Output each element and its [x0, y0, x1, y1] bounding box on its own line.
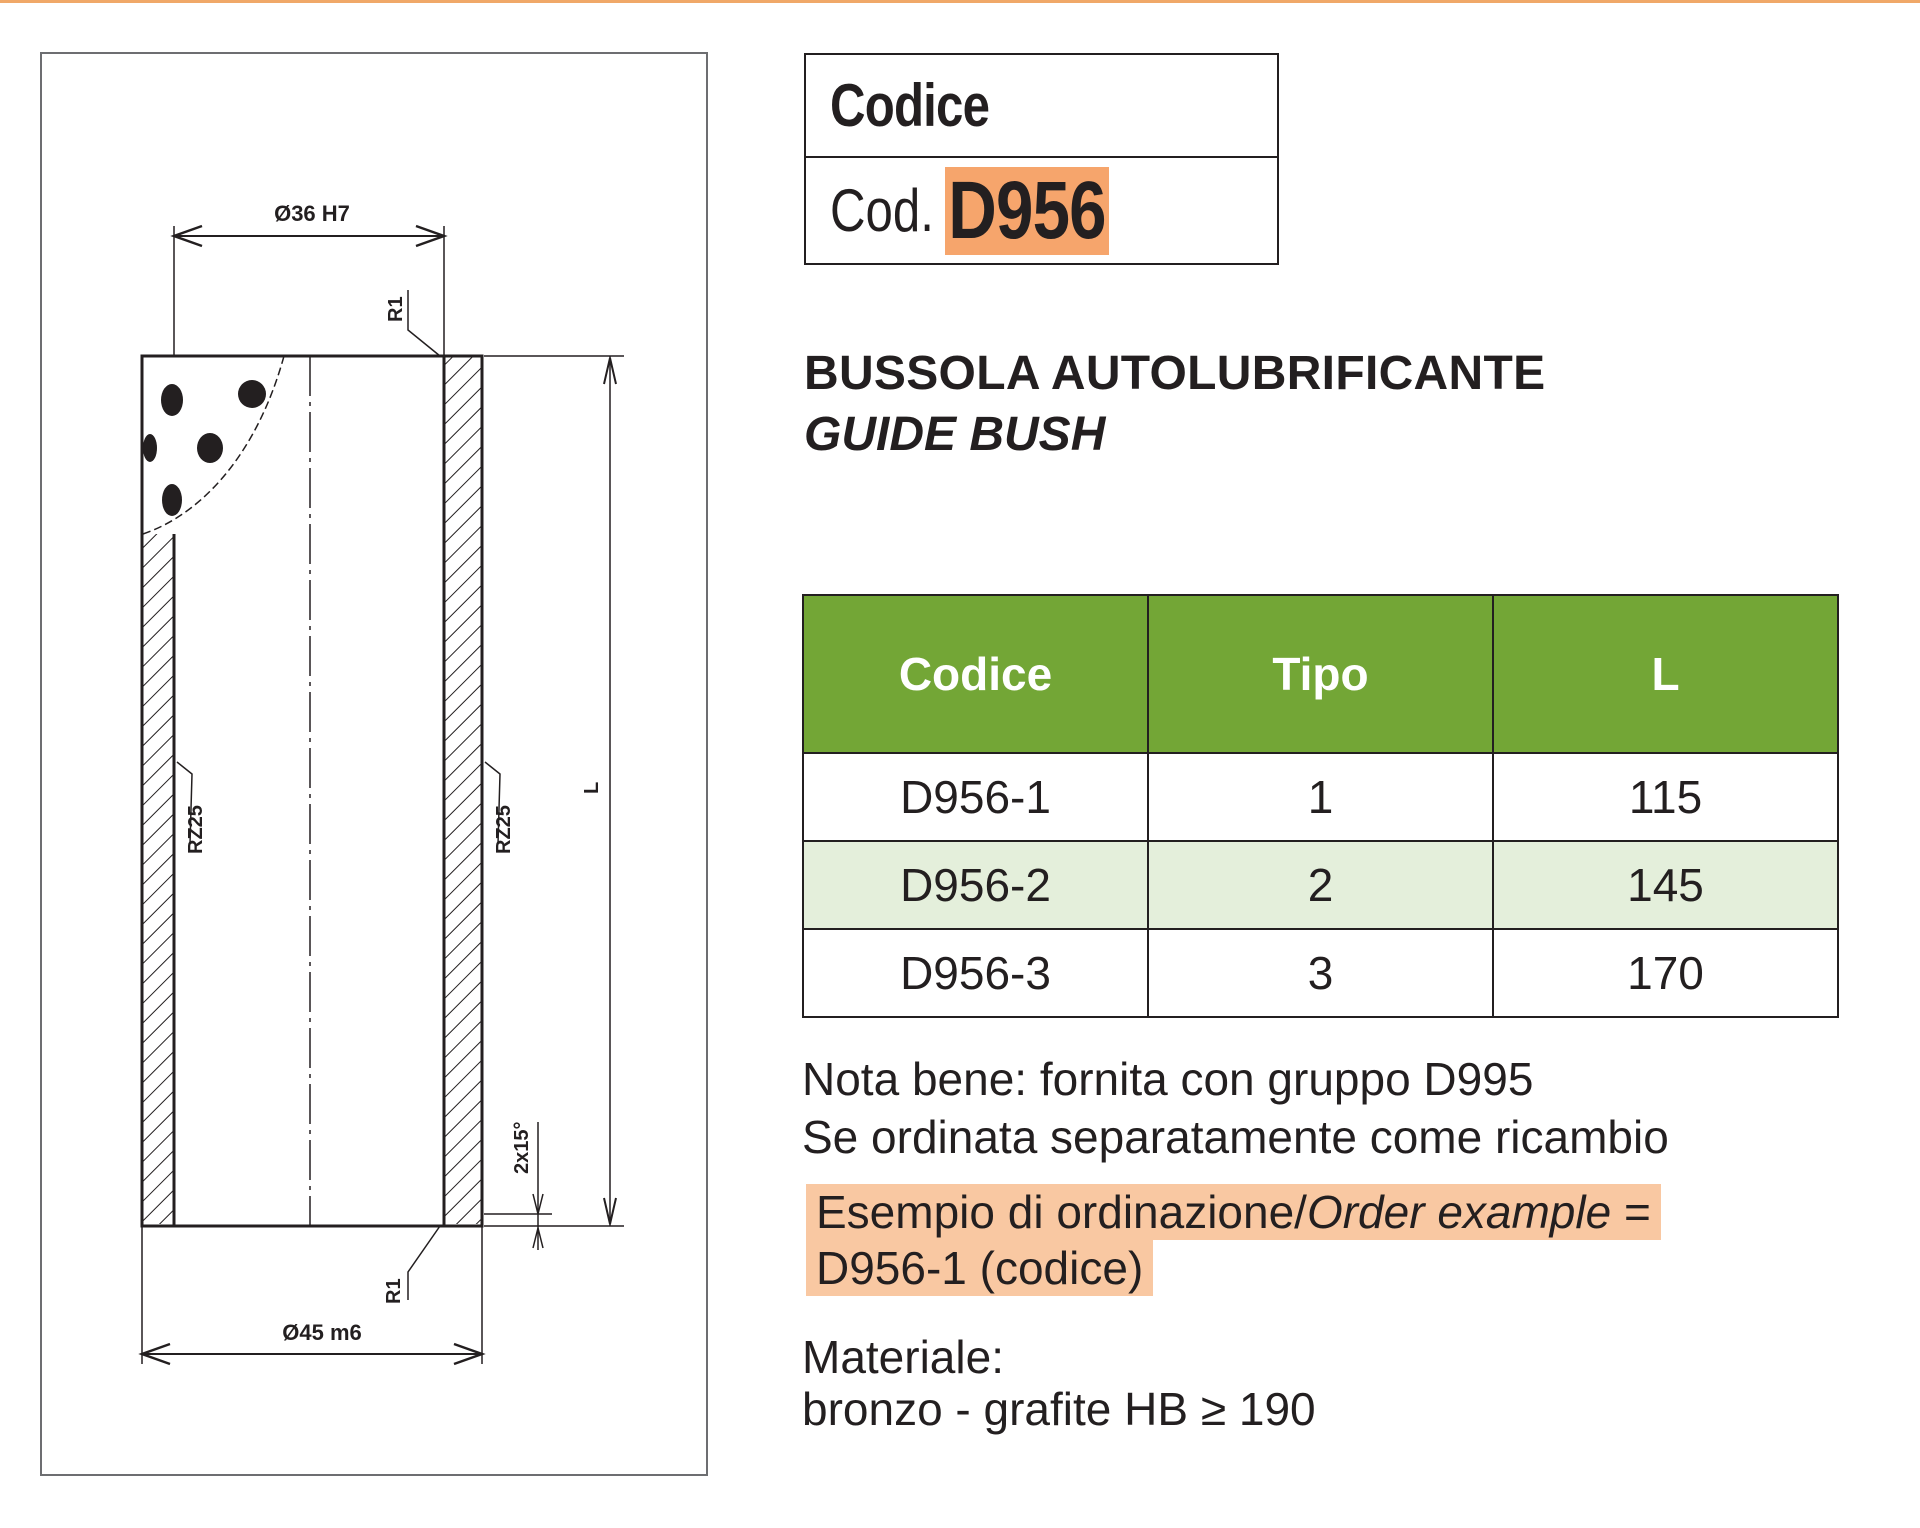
chamfer-label: 2x15° [511, 1121, 533, 1174]
roughness-right-label: RZ25 [493, 805, 515, 854]
top-accent-rule [0, 0, 1920, 3]
code-box [804, 53, 1279, 265]
bottom-diameter-label: Ø45 m6 [282, 1320, 362, 1345]
table-row [803, 929, 1838, 1017]
cell-tipo: 2 [1148, 841, 1493, 929]
graphite-dot [238, 380, 266, 408]
graphite-dot [161, 384, 183, 416]
column-header-codice: Codice [803, 595, 1148, 753]
cell-codice: D956-1 [803, 753, 1148, 841]
product-title-italian: BUSSOLA AUTOLUBRIFICANTE [804, 347, 1546, 400]
column-header-tipo: Tipo [1148, 595, 1493, 753]
material-section [802, 1331, 1316, 1435]
radius-bottom-leader [408, 1226, 440, 1300]
cell-codice: D956-2 [803, 841, 1148, 929]
cell-l: 170 [1493, 929, 1838, 1017]
cell-tipo: 1 [1148, 753, 1493, 841]
cell-l: 115 [1493, 753, 1838, 841]
order-example [806, 1184, 1661, 1296]
cell-tipo: 3 [1148, 929, 1493, 1017]
material-value: bronzo - grafite HB ≥ 190 [802, 1383, 1316, 1435]
technical-drawing-panel [40, 52, 708, 1476]
code-box-header-row [806, 55, 1277, 158]
table-row [803, 841, 1838, 929]
table-header-row [803, 595, 1838, 753]
cod-prefix: Cod. [830, 177, 934, 244]
order-example-line2: D956-1 (codice) [806, 1240, 1153, 1296]
length-label: L [581, 781, 603, 794]
cell-codice: D956-3 [803, 929, 1148, 1017]
product-title-english: GUIDE BUSH [804, 408, 1106, 461]
note-supplied-with: Nota bene: fornita con gruppo D995 [802, 1053, 1534, 1105]
bush-drawing [42, 54, 710, 1478]
order-example-line1: Esempio di ordinazione/Order example = [806, 1184, 1661, 1240]
column-header-l: L [1493, 595, 1838, 753]
right-wall-hatch [444, 357, 481, 1224]
cell-l: 145 [1493, 841, 1838, 929]
graphite-dot [143, 434, 157, 462]
radius-top-leader [408, 290, 440, 356]
codice-heading: Codice [830, 72, 990, 139]
radius-top-label: R1 [385, 296, 407, 322]
radius-bottom-label: R1 [383, 1278, 405, 1304]
bush-outline [142, 356, 482, 1226]
graphite-dot [162, 484, 182, 516]
material-label: Materiale: [802, 1331, 1004, 1383]
roughness-left-label: RZ25 [185, 805, 207, 854]
product-code-badge: D956 [945, 167, 1109, 255]
top-diameter-label: Ø36 H7 [274, 201, 350, 226]
codes-table [802, 594, 1839, 1018]
left-wall-hatch [143, 534, 175, 1224]
graphite-dot [197, 433, 223, 463]
table-row [803, 753, 1838, 841]
code-box-value-row [806, 158, 1277, 263]
note-spare-part: Se ordinata separatamente come ricambio [802, 1111, 1669, 1163]
